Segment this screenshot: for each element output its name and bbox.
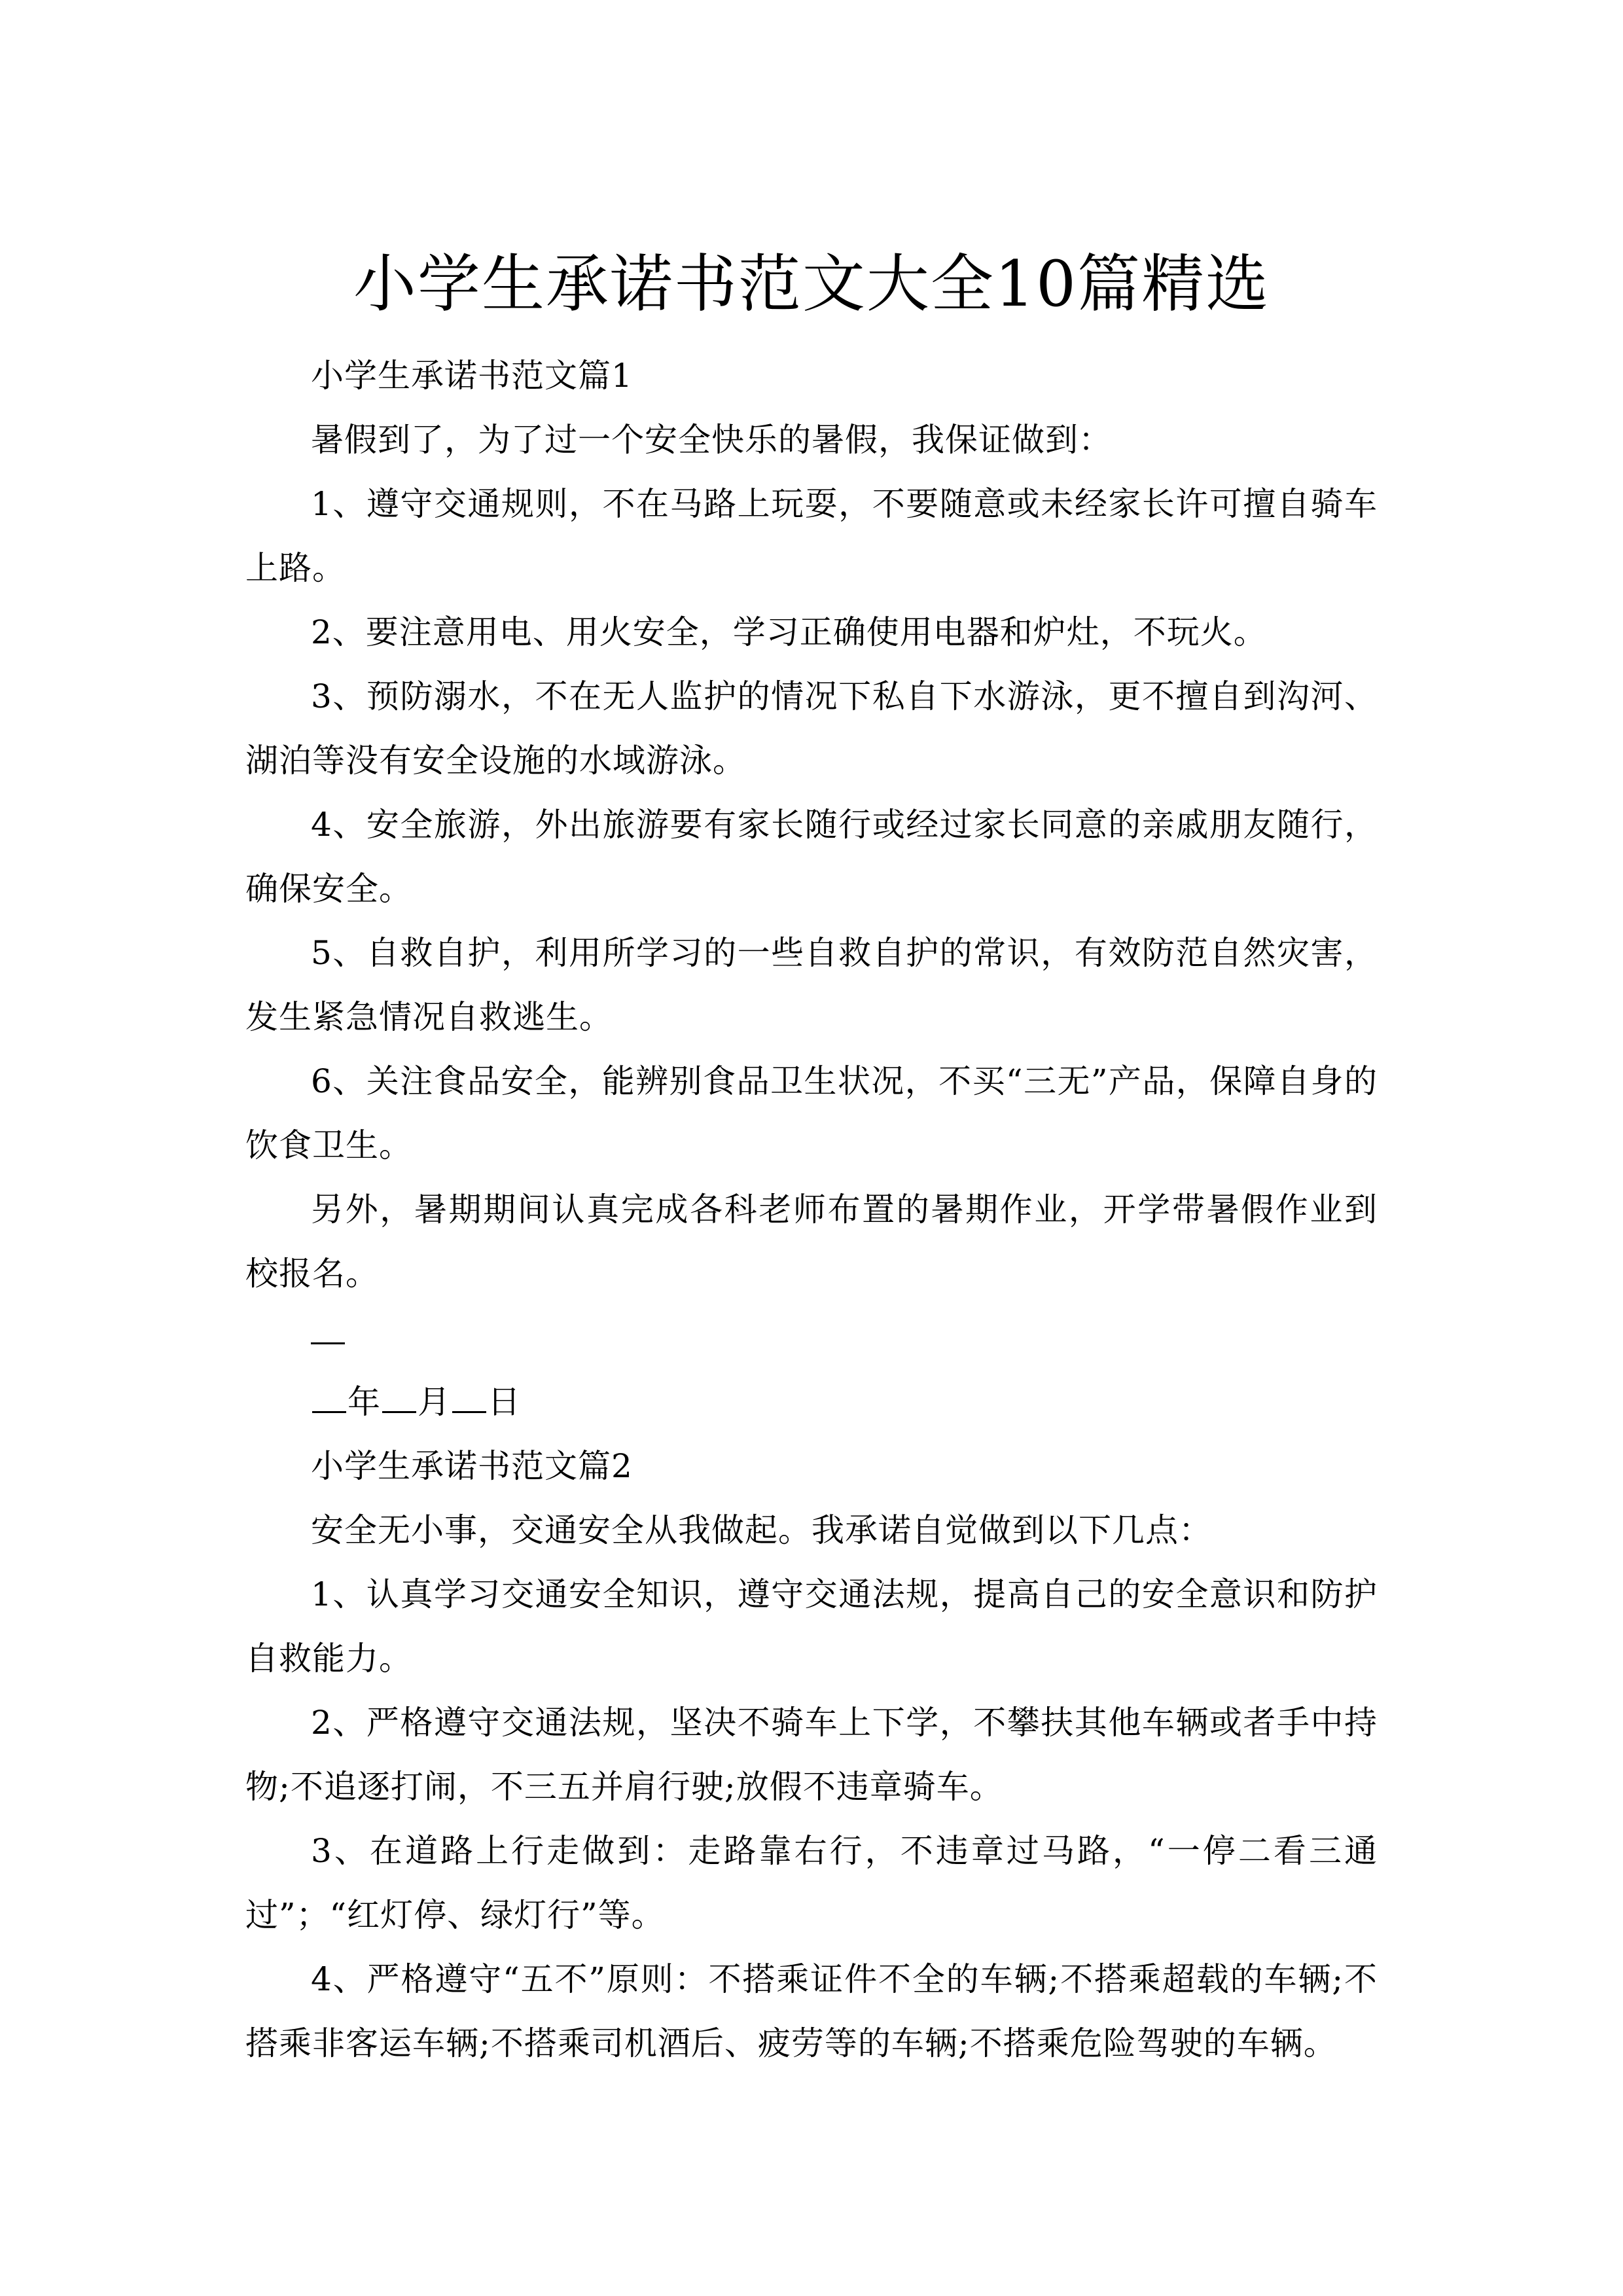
section-1-item-3: 3、预防溺水，不在无人监护的情况下私自下水游泳，更不擅自到沟河、湖泊等没有安全设施的水域游泳。 <box>245 677 1378 780</box>
section-1-intro: 暑假到了，为了过一个安全快乐的暑假，我保证做到： <box>311 421 1112 459</box>
section-2-intro: 安全无小事，交通安全从我做起。我承诺自觉做到以下几点： <box>311 1511 1212 1549</box>
day-blank <box>452 1385 486 1413</box>
section-2-heading: 小学生承诺书范文篇2 <box>311 1447 633 1485</box>
section-1-closing: 另外，暑期期间认真完成各科老师布置的暑期作业，开学带暑假作业到校报名。 <box>245 1191 1378 1293</box>
section-1-item-4: 4、安全旅游，外出旅游要有家长随行或经过家长同意的亲戚朋友随行，确保安全。 <box>245 806 1378 908</box>
section-1-item-1: 1、遵守交通规则，不在马路上玩耍，不要随意或未经家长许可擅自骑车上路。 <box>245 485 1378 587</box>
section-1-item-5: 5、自救自护，利用所学习的一些自救自护的常识，有效防范自然灾害，发生紧急情况自救逃生。 <box>245 934 1378 1036</box>
section-1-item-2: 2、要注意用电、用火安全，学习正确使用电器和炉灶，不玩火。 <box>311 613 1267 651</box>
day-label: 日 <box>488 1383 521 1421</box>
signature-line <box>245 1306 1378 1370</box>
year-label: 年 <box>348 1383 381 1421</box>
month-blank <box>382 1385 416 1413</box>
section-1-heading: 小学生承诺书范文篇1 <box>311 357 633 395</box>
date-line <box>245 1370 1378 1434</box>
section-2-item-3: 3、在道路上行走做到：走路靠右行，不违章过马路，“一停二看三通过”；“红灯停、绿灯行”等。 <box>245 1832 1378 1934</box>
signature-dash <box>311 1342 345 1344</box>
section-2-item-4: 4、严格遵守“五不”原则：不搭乘证件不全的车辆;不搭乘超载的车辆;不搭乘非客运车辆;不搭乘司机酒后、疲劳等的车辆;不搭乘危险驾驶的车辆。 <box>245 1960 1378 2062</box>
section-1-item-6: 6、关注食品安全，能辨别食品卫生状况，不买“三无”产品，保障自身的饮食卫生。 <box>245 1062 1378 1164</box>
month-label: 月 <box>418 1383 451 1421</box>
section-2-item-2: 2、严格遵守交通法规，坚决不骑车上下学，不攀扶其他车辆或者手中持物;不追逐打闹，不三五并肩行驶;放假不违章骑车。 <box>245 1704 1378 1806</box>
year-blank <box>312 1385 346 1413</box>
document-body <box>245 344 1378 2075</box>
section-2-item-1: 1、认真学习交通安全知识，遵守交通法规，提高自己的安全意识和防护自救能力。 <box>245 1575 1378 1677</box>
document-title: 小学生承诺书范文大全10篇精选 <box>353 247 1270 321</box>
